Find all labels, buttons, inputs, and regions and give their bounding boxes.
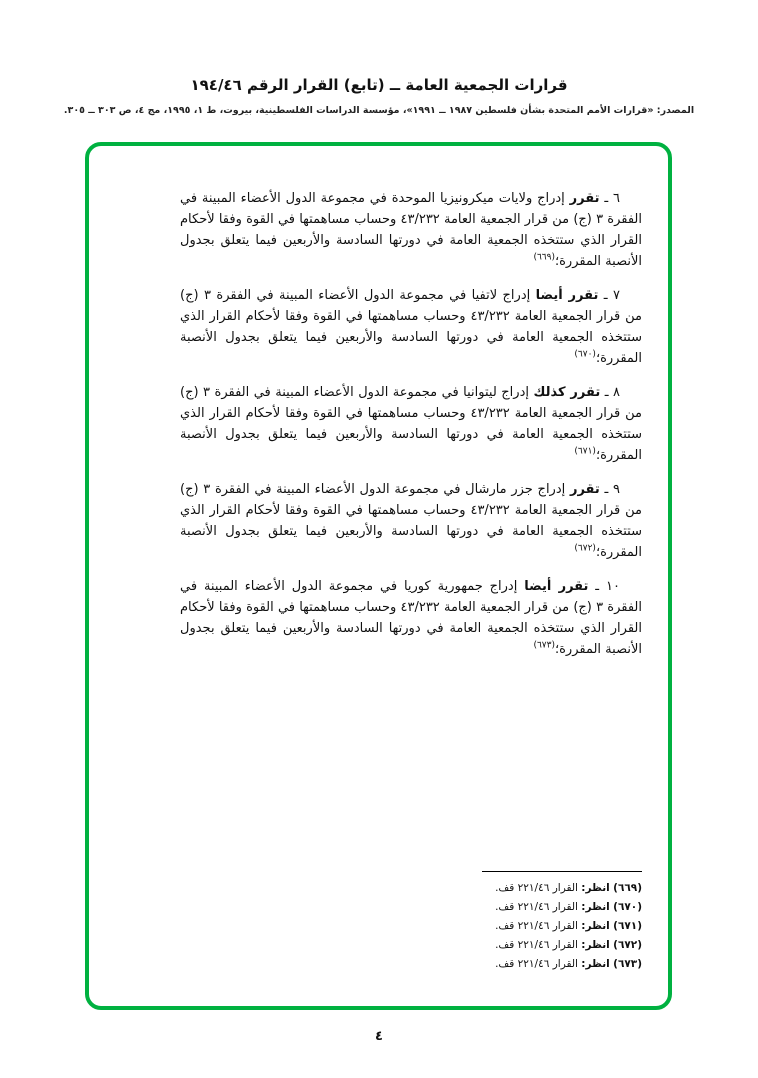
footnote-item bbox=[462, 917, 642, 936]
paragraph-number: ٩ ـ bbox=[599, 482, 621, 497]
footnote-item bbox=[462, 936, 642, 955]
paragraph-number: ١٠ ـ bbox=[588, 579, 620, 594]
resolution-paragraph-6 bbox=[180, 188, 642, 272]
resolution-paragraph-9 bbox=[180, 479, 642, 563]
footnote-text: القرار ٢٢١/٤٦ قف. bbox=[495, 920, 578, 932]
footnote-number: (٦٧٢) bbox=[613, 939, 642, 951]
footnote-ref: (٦٧٠) bbox=[574, 349, 596, 360]
footnote-number: (٦٧١) bbox=[613, 920, 642, 932]
footnote-label: انظر: bbox=[581, 958, 610, 970]
resolution-paragraph-10 bbox=[180, 576, 642, 660]
paragraph-text: إدراج لاتفيا في مجموعة الدول الأعضاء المبينة في الفقرة ٣ (ج) من قرار الجمعية العامة ٤٣/٢٣٢ وحساب مساهمتها في القوة وفقا لأحكام القرار الذي ستتخذه الجمعية العامة في دورتها السادسة والأربعين فيما يتعلق بجدول الأنصبة المقررة؛ bbox=[180, 288, 642, 366]
footnotes-section bbox=[462, 871, 642, 974]
paragraph-text: إدراج ولايات ميكرونيزيا الموحدة في مجموعة الدول الأعضاء المبينة في الفقرة ٣ (ج) من قرار الجمعية العامة ٤٣/٢٣٢ وحساب مساهمتها في القوة وفقا لأحكام القرار الذي ستتخذه الجمعية العامة في دورتها السادسة والأربعين فيما يتعلق بجدول الأنصبة المقررة؛ bbox=[180, 191, 642, 269]
content-frame bbox=[85, 142, 672, 1010]
footnote-ref: (٦٧٢) bbox=[574, 543, 596, 554]
footnote-text: القرار ٢٢١/٤٦ قف. bbox=[495, 939, 578, 951]
paragraph-lead: تقرر أيضا bbox=[524, 579, 589, 594]
paragraph-text: إدراج ليتوانيا في مجموعة الدول الأعضاء المبينة في الفقرة ٣ (ج) من قرار الجمعية العامة ٤٣/٢٣٢ وحساب مساهمتها في القوة وفقا لأحكام القرار الذي ستتخذه الجمعية العامة في دورتها السادسة والأربعين فيما يتعلق بجدول الأنصبة المقررة؛ bbox=[180, 385, 642, 463]
footnote-label: انظر: bbox=[581, 939, 610, 951]
resolution-text-block bbox=[180, 188, 642, 673]
paragraph-number: ٧ ـ bbox=[598, 288, 620, 303]
paragraph-lead: تقرر bbox=[569, 482, 600, 497]
footnote-item bbox=[462, 898, 642, 917]
resolution-paragraph-8 bbox=[180, 382, 642, 466]
resolution-paragraph-7 bbox=[180, 285, 642, 369]
footnote-number: (٦٦٩) bbox=[613, 882, 642, 894]
paragraph-lead: تقرر كذلك bbox=[533, 385, 601, 400]
paragraph-lead: تقرر أيضا bbox=[535, 288, 599, 303]
page-number: ٤ bbox=[375, 1029, 383, 1044]
paragraph-text: إدراج جزر مارشال في مجموعة الدول الأعضاء المبينة في الفقرة ٣ (ج) من قرار الجمعية العامة ٤٣/٢٣٢ وحساب مساهمتها في القوة وفقا لأحكام القرار الذي ستتخذه الجمعية العامة في دورتها السادسة والأربعين فيما يتعلق بجدول الأنصبة المقررة؛ bbox=[180, 482, 642, 560]
page-title: قرارات الجمعية العامة ــ (تابع) القرار الرقم ١٩٤/٤٦ bbox=[190, 76, 568, 94]
footnote-number: (٦٧٣) bbox=[613, 958, 642, 970]
footnote-label: انظر: bbox=[581, 901, 610, 913]
footnote-text: القرار ٢٢١/٤٦ قف. bbox=[495, 958, 578, 970]
footnote-divider bbox=[482, 871, 642, 872]
footnote-ref: (٦٧١) bbox=[574, 446, 596, 457]
paragraph-number: ٦ ـ bbox=[599, 191, 620, 206]
page-header bbox=[0, 0, 758, 116]
footnote-text: القرار ٢٢١/٤٦ قف. bbox=[495, 882, 578, 894]
paragraph-text: إدراج جمهورية كوريا في مجموعة الدول الأعضاء المبينة في الفقرة ٣ (ج) من قرار الجمعية العامة ٤٣/٢٣٢ وحساب مساهمتها في القوة وفقا لأحكام القرار الذي ستتخذه الجمعية العامة في دورتها السادسة والأربعين فيما يتعلق بجدول الأنصبة المقررة؛ bbox=[180, 579, 642, 657]
footnote-item bbox=[462, 879, 642, 898]
footnote-item bbox=[462, 955, 642, 974]
footnote-number: (٦٧٠) bbox=[613, 901, 642, 913]
paragraph-lead: تقرر bbox=[569, 191, 600, 206]
source-line: المصدر: «قرارات الأمم المتحدة بشأن فلسطين ١٩٨٧ ــ ١٩٩١»، مؤسسة الدراسات الفلسطينية، بيروت، ط ١، ١٩٩٥، مج ٤، ص ٣٠٣ ــ ٣٠٥. bbox=[63, 105, 695, 116]
footnote-label: انظر: bbox=[581, 882, 610, 894]
paragraph-number: ٨ ـ bbox=[600, 385, 621, 400]
footnote-ref: (٦٧٣) bbox=[533, 640, 555, 651]
footnote-ref: (٦٦٩) bbox=[533, 252, 555, 263]
footnote-label: انظر: bbox=[581, 920, 610, 932]
footnote-text: القرار ٢٢١/٤٦ قف. bbox=[495, 901, 578, 913]
